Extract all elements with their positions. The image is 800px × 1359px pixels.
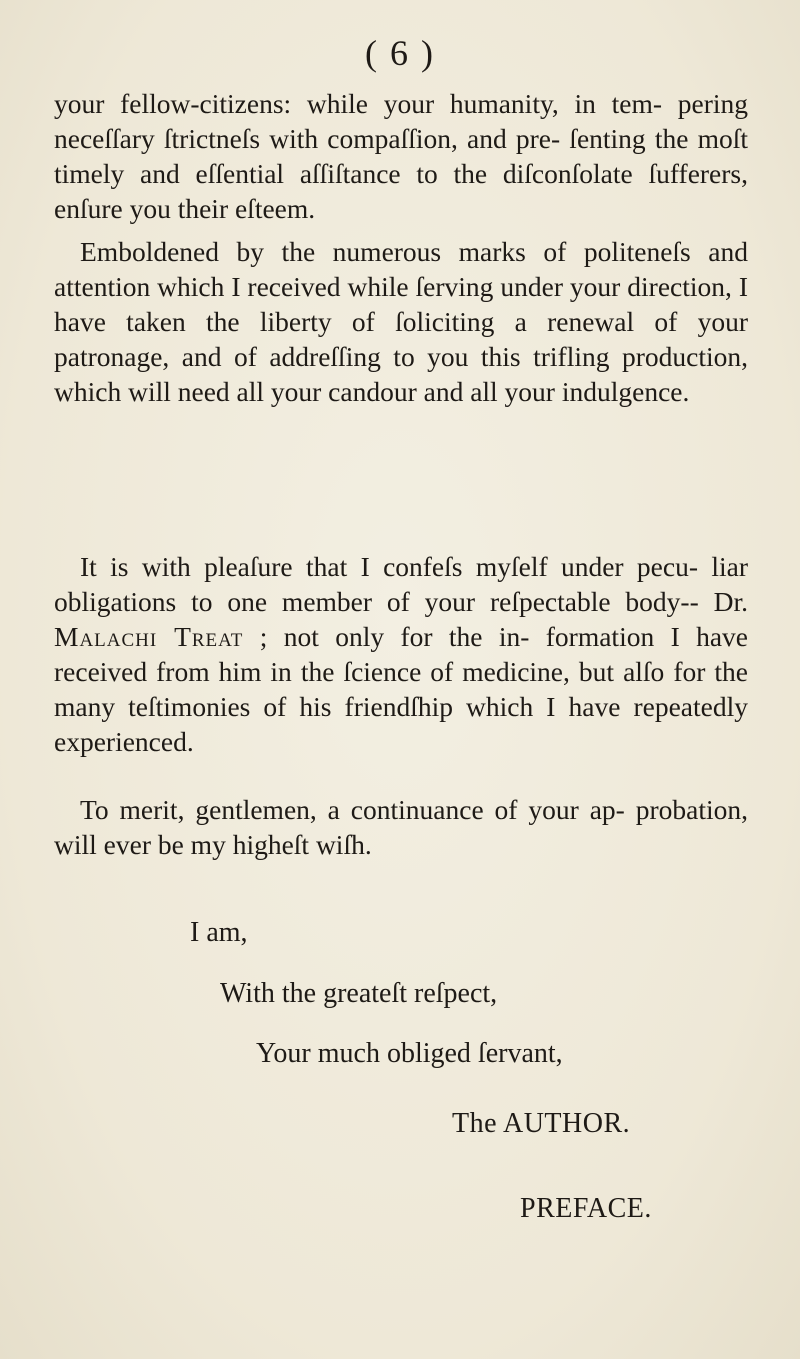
person-name: Malachi Treat bbox=[54, 621, 244, 652]
closing-servant: Your much obliged ſervant, bbox=[256, 1038, 563, 1069]
catchword: PREFACE. bbox=[520, 1193, 652, 1224]
dedication-paragraph-1: your fellow-citizens: while your humanity, in tem- pering neceſſary ſtrictneſs with compaſſion, and pre- ſenting the moſt timely and eſſential aſſiſtance to the diſconſolate ſufferers, enſure you their eſteem. bbox=[54, 88, 748, 224]
dedication-paragraph-3 bbox=[54, 549, 748, 759]
paragraph-2-text: Emboldened by the numerous marks of politeneſs and attention which I received while ſerving under your direction, I have taken the liberty of ſoliciting a renewal of your patronage, and of addreſſing to you this trifling production, which will need all your candour and all your indulgence. bbox=[54, 236, 748, 407]
paragraph-4-text: To merit, gentlemen, a continuance of your ap- probation, will ever be my higheſt wiſh. bbox=[54, 794, 748, 860]
closing-respect: With the greateſt reſpect, bbox=[220, 978, 498, 1009]
dedication-paragraph-4 bbox=[54, 792, 748, 862]
dedication-paragraph-2 bbox=[54, 234, 748, 409]
paragraph-3-text-after: ; not only for the in- formation I have received from him in the ſcience of medicine, but alſo for the many teſtimonies of his friendſhip which I have repeatedly experienced. bbox=[54, 621, 748, 757]
paragraph-3-text-before: It is with pleaſure that I confeſs myſelf under pecu- liar obligations to one member of your reſpectable body-- Dr. bbox=[54, 551, 748, 617]
signature-author: The AUTHOR. bbox=[452, 1108, 631, 1139]
page-number: ( 6 ) bbox=[365, 33, 435, 73]
closing-i-am: I am, bbox=[190, 917, 248, 948]
